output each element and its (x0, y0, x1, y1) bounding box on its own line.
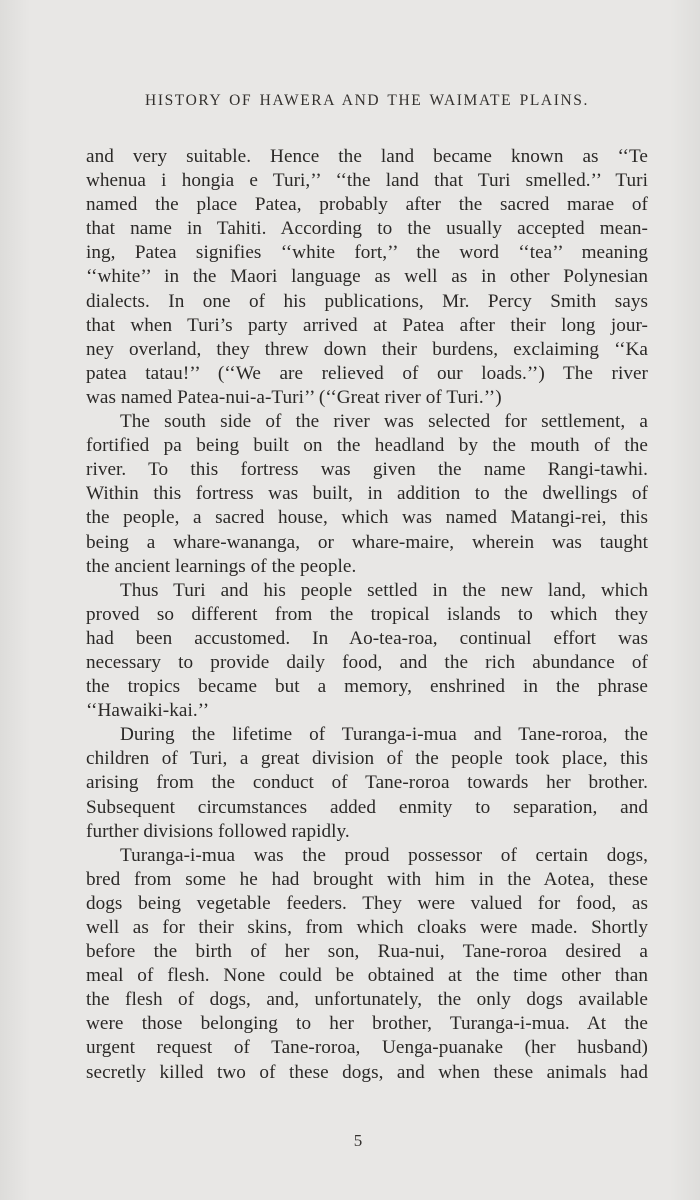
text-line: ‘‘white’’ in the Maori language as well as in other Polynesian (86, 266, 648, 288)
text-line: meal of flesh. None could be obtained at the time other than (86, 965, 648, 987)
text-line: dogs being vegetable feeders. They were valued for food, as (86, 892, 648, 914)
text-line: the people, a sacred house, which was named Matangi-rei, this (86, 507, 648, 529)
paragraph-first-line: Turanga-i-mua was the proud possessor of certain dogs, (120, 844, 648, 866)
paragraph-first-line: The south side of the river was selected for settlement, a (120, 411, 648, 433)
text-line: named the place Patea, probably after the sacred marae of (86, 194, 648, 216)
text-line: dialects. In one of his publications, Mr. Percy Smith says (86, 290, 648, 312)
text-line: were those belonging to her brother, Turanga-i-mua. At the (86, 1013, 648, 1035)
text-line: arising from the conduct of Tane-roroa towards her brother. (86, 772, 648, 794)
text-line: Within this fortress was built, in addition to the dwellings of (86, 483, 648, 505)
paragraph-first-line: Thus Turi and his people settled in the new land, which (120, 579, 648, 601)
running-head: HISTORY OF HAWERA AND THE WAIMATE PLAINS. (145, 92, 589, 109)
text-line: necessary to provide daily food, and the rich abundance of (86, 651, 648, 673)
text-line: the flesh of dogs, and, unfortunately, the only dogs available (86, 989, 648, 1011)
text-line: that name in Tahiti. According to the usually accepted mean- (86, 218, 648, 240)
text-line: that when Turi’s party arrived at Patea after their long jour- (86, 314, 648, 336)
text-line: before the birth of her son, Rua-nui, Tane-roroa desired a (86, 941, 648, 963)
text-line: secretly killed two of these dogs, and when these animals had (86, 1061, 648, 1083)
text-line: being a whare-wananga, or whare-maire, wherein was taught (86, 531, 648, 553)
text-line: ‘‘Hawaiki-kai.’’ (86, 700, 210, 722)
body-text (86, 145, 648, 1085)
text-line: Subsequent circumstances added enmity to separation, and (86, 796, 648, 818)
text-line: fortified pa being built on the headland by the mouth of the (86, 435, 648, 457)
text-line: ney overland, they threw down their burdens, exclaiming ‘‘Ka (86, 338, 648, 360)
text-line: the ancient learnings of the people. (86, 555, 357, 577)
text-line: and very suitable. Hence the land became known as ‘‘Te (86, 146, 648, 167)
text-line: the tropics became but a memory, enshrined in the phrase (86, 676, 648, 698)
text-line: patea tatau!’’ (‘‘We are relieved of our loads.’’) The river (86, 362, 648, 384)
text-line: bred from some he had brought with him in the Aotea, these (86, 868, 648, 890)
text-line: was named Patea-nui-a-Turi’’ (‘‘Great river of Turi.’’) (86, 386, 502, 408)
text-line: whenua i hongia e Turi,’’ ‘‘the land that Turi smelled.’’ Turi (86, 170, 648, 192)
text-line: children of Turi, a great division of the people took place, this (86, 748, 648, 770)
text-line: had been accustomed. In Ao-tea-roa, continual effort was (86, 627, 648, 649)
text-line: further divisions followed rapidly. (86, 820, 350, 842)
text-line: ing, Patea signifies ‘‘white fort,’’ the word ‘‘tea’’ meaning (86, 242, 648, 264)
text-line: proved so different from the tropical islands to which they (86, 603, 648, 625)
text-line: well as for their skins, from which cloaks were made. Shortly (86, 917, 648, 938)
paragraph-first-line: During the lifetime of Turanga-i-mua and Tane-roroa, the (120, 724, 648, 746)
page-number: 5 (353, 1131, 363, 1150)
text-line: river. To this fortress was given the name Rangi-tawhi. (86, 459, 648, 481)
text-line: urgent request of Tane-roroa, Uenga-puanake (her husband) (86, 1037, 648, 1059)
